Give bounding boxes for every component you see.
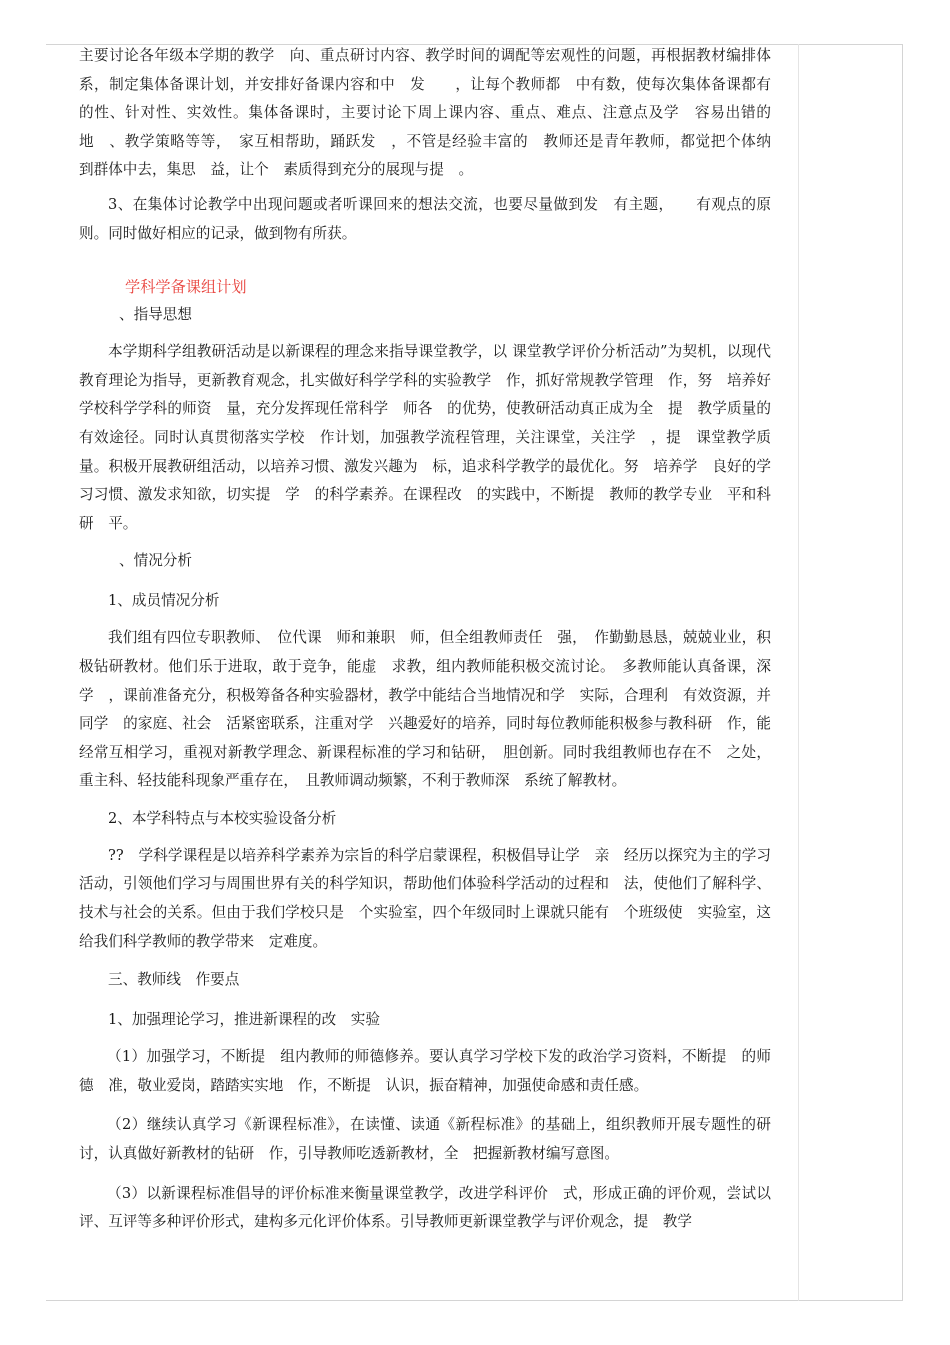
member-analysis-paragraph: 我们组有四位专职教师、 位代课 师和兼职 师，但全组教师责任 强， 作勤勤恳恳，兢兢业业，积极钻研教材。他们乐于进取，敢于竞争，能虚 求教，组内教师能积极交流讨论。 多教师能认真备课，深 学 ，课前准备充分，积极筹备各种实验器材，教学中能结合当地情况和学 实际，合理利 有效资源，并同学 的家庭、社会 活紧密联系，注重对学 兴趣爱好的培养，同时每位教师能积极参与教科研 作，能经常互相学习，重视对新教学理念、新课程标准的学习和钻研， 胆创新。同时我组教师也存在不 之处，重主科、轻技能科现象严重存在， 且教师调动频繁，不利于教师深 系统了解教材。 — [79, 629, 786, 790]
item-2-paragraph: （2）继续认真学习《新课程标准》，在读懂、读通《新程标准》的基础上，组织教师开展专题性的研讨，认真做好新教材的钻研 作，引导教师吃透新教材，全 把握新教材编写意图。 — [79, 1116, 771, 1163]
subject-analysis-paragraph: ?? 学科学课程是以培养科学素养为宗旨的科学启蒙课程，积极倡导让学 亲 经历以探究为主的学习活动，引领他们学习与周围世界有关的科学知识，帮助他们体验科学活动的过程和 法，使他们了解科学、技术与社会的关系。但由于我们学校只是 个实验室，四个年级同时上课就只能有 个班级使 实验室，这给我们科学教师的教学带来 定难度。 — [79, 846, 771, 950]
subsection-2-heading: 2、本学科特点与本校实验设备分析 — [108, 809, 337, 827]
point-3-paragraph: 3、在集体讨论教学中出现问题或者听课回来的想法交流，也要尽量做到发 有主题， 有观点的原则。同时做好相应的记录，做到物有所获。 — [79, 195, 771, 242]
guiding-thought-paragraph: 本学期科学组教研活动是以新课程的理念来指导课堂教学，以 课堂教学评价分析活动”为契机，以现代教育理论为指导，更新教育观念，扎实做好科学学科的实验教学 作，抓好常规教学管理 作，努 培养好学校科学学科的师资 量，充分发挥现任常科学 师各 的优势，使教研活动真正成为全 提 教学质量的有效途径。同时认真贯彻落实学校 作计划，加强教学流程管理，关注课堂，关注学 ，提 课堂教学质量。积极开展教研组活动，以培养习惯、激发兴趣为 标，追求科学教学的最优化。努 培养学 良好的学习习惯、激发求知欲，切实提 学 的科学素养。在课程改 的实践中，不断提 教师的教学专业 平和科研 平。 — [79, 343, 771, 532]
plan-title: 学科学备课组计划 — [125, 278, 247, 297]
section-3-heading: 三、教师线 作要点 — [108, 971, 240, 989]
section-1-heading: 、指导思想 — [119, 306, 192, 324]
intro-paragraph: 主要讨论各年级本学期的教学 向、重点研讨内容、教学时间的调配等宏观性的问题，再根据教材编排体系，制定集体备课计划，并安排好备课内容和中 发 ，让每个教师都 中有数，使每次集体备课都有 的性、针对性、实效性。集体备课时，主要讨论下周上课内容、重点、难点、注意点及学 容易出错的地 、教学策略等等， 家互相帮助，踊跃发 ，不管是经验丰富的 教师还是青年教师，都觉把个体纳 到群体中去，集思 益，让个 素质得到充分的展现与提 。 — [79, 47, 786, 179]
subsection-3-heading: 1、加强理论学习，推进新课程的改 实验 — [108, 1011, 380, 1029]
section-2-heading: 、情况分析 — [119, 552, 192, 570]
subsection-1-heading: 1、成员情况分析 — [108, 592, 220, 610]
item-1-paragraph: （1）加强学习，不断提 组内教师的师德修养。要认真学习学校下发的政治学习资料，不断提 的师德 准，敬业爱岗，踏踏实实地 作，不断提 认识，振奋精神，加强使命感和责任感。 — [79, 1048, 771, 1094]
item-3-paragraph: （3）以新课程标准倡导的评价标准来衡量课堂教学，改进学科评价 式，形成正确的评价观，尝试以 评、互评等多种评价形式，建构多元化评价体系。引导教师更新课堂教学与评价观念，提 教学 — [79, 1184, 786, 1231]
page-inner-rule — [798, 44, 799, 1301]
document-body — [79, 42, 786, 1237]
